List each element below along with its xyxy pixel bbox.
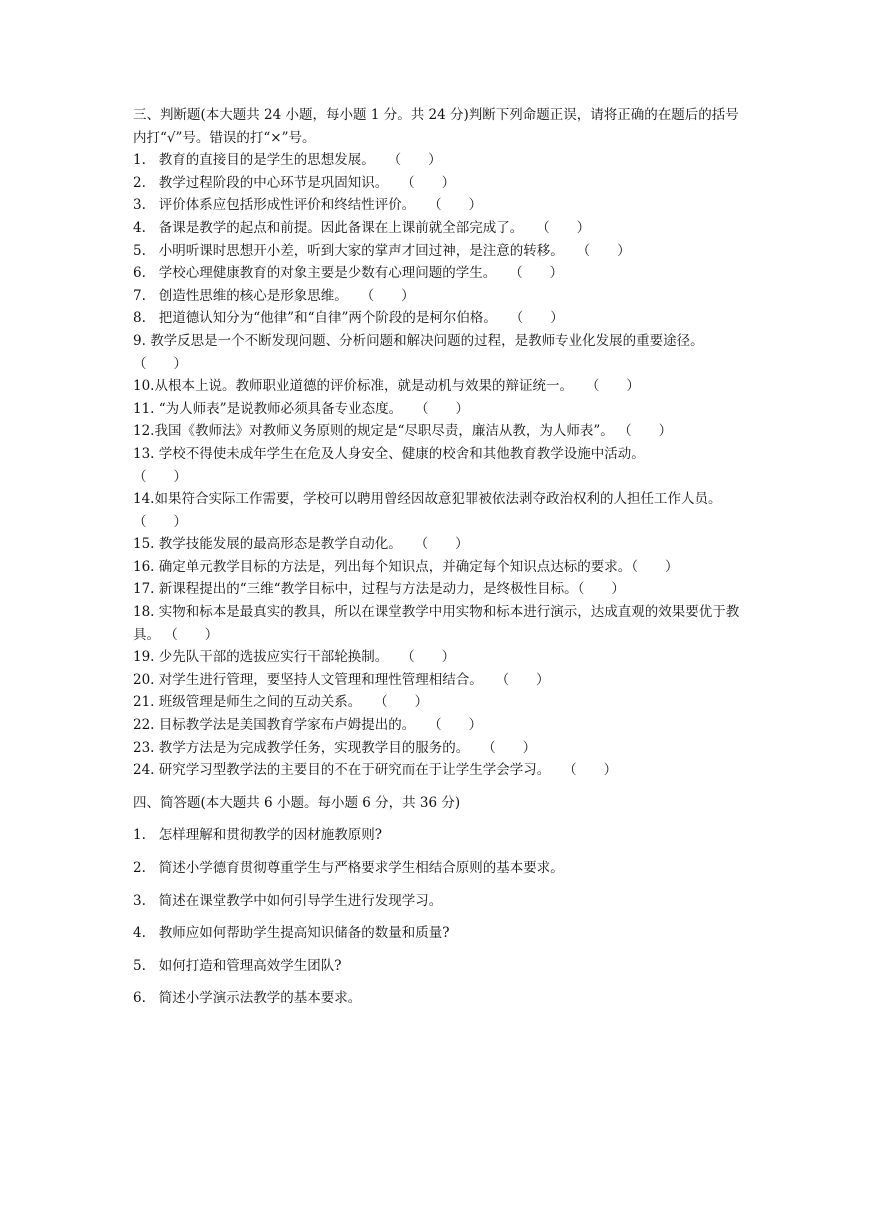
short-answer-item [133,922,743,945]
item-number: 1. [133,152,146,169]
judgement-item [133,646,743,669]
answer-blank: （ ） [585,378,640,395]
item-text: 新课程提出的“三维“教学目标中，过程与方法是动力，是终极性目标。 [158,581,578,598]
item-text: “为人师表”是说教师必须具备专业态度。 [158,400,403,417]
item-number: 19. [133,649,155,666]
answer-blank: （ ） [133,468,187,485]
judgement-item [133,172,743,195]
answer-blank: （ ） [509,310,564,327]
answer-blank: （ ） [577,581,625,598]
judgement-item [133,737,743,760]
item-text: 研究学习型教学法的主要目的不在于研究而在于让学生学会学习。 [158,762,551,779]
judgement-item [133,533,743,556]
judgement-item [133,578,743,601]
item-number: 13. [133,445,155,462]
short-answer-item [133,987,743,1010]
judgement-item [133,194,743,217]
item-number: 5. [133,242,146,259]
item-number: 7. [133,287,146,304]
item-text: 对学生进行管理，要坚持人文管理和理性管理相结合。 [158,671,483,688]
judgement-item [133,669,743,692]
answer-blank: （ ） [401,174,456,191]
item-text: 简述小学德育贯彻尊重学生与严格要求学生相结合原则的基本要求。 [158,860,564,876]
judgement-item [133,398,743,421]
answer-blank: （ ） [401,649,456,666]
item-text: 少先队干部的选拔应实行干部轮换制。 [158,649,389,666]
item-number: 24. [133,762,155,779]
answer-blank: （ ） [164,626,219,643]
item-number: 5. [133,957,146,974]
item-number: 21. [133,694,155,711]
item-number: 9. [133,332,146,349]
answer-blank: （ ） [482,739,537,756]
item-number: 15. [133,536,155,553]
item-number: 22. [133,717,155,734]
section3-title: 三、判断题(本大题共 24 小题，每小题 1 分。共 24 分)判断下列命题正误，请将正确的在题后的括号内打“√”号。错误的打“×”号。 [133,107,739,146]
item-text: 从根本上说。教师职业道德的评价标准，就是动机与效果的辩证统一。 [154,378,573,395]
answer-blank: （ ） [133,355,187,372]
item-number: 10. [133,378,155,395]
item-number: 3. [133,197,146,214]
answer-blank: （ ） [414,536,469,553]
answer-blank: （ ） [428,717,483,734]
answer-blank: （ ） [563,762,618,779]
answer-blank: （ ） [133,513,187,530]
judgement-item [133,443,743,488]
item-text: 备课是教学的起点和前提。因此备课在上课前就全部完成了。 [158,219,524,236]
judgement-item [133,285,743,308]
item-text: 简述小学演示法教学的基本要求。 [158,990,362,1007]
item-text: 学校不得使未成年学生在危及人身安全、健康的校舍和其他教育教学设施中活动。 [158,445,645,462]
item-number: 11. [133,400,155,417]
item-text: 小明听课时思想开小差，听到大家的掌声才回过神，是注意的转移。 [158,242,564,259]
judgement-item [133,601,743,646]
item-text: 评价体系应包括形成性评价和终结性评价。 [158,197,416,214]
section4-title: 四、简答题(本大题共 6 小题。每小题 6 分，共 36 分) [133,794,461,811]
item-text: 如何打造和管理高效学生团队? [158,957,342,974]
item-text: 我国《教师法》对教师义务原则的规定是“尽职尽责，廉洁从教，为人师表”。 [154,423,614,440]
item-number: 2. [133,174,146,191]
item-number: 17. [133,581,155,598]
item-number: 4. [133,925,146,942]
answer-blank: （ ） [360,287,415,304]
answer-blank: （ ） [576,242,631,259]
short-answer-item [133,824,743,847]
item-number: 1. [133,827,146,844]
judgement-item [133,375,743,398]
item-text: 创造性思维的核心是形象思维。 [158,287,348,304]
answer-blank: （ ） [618,423,673,440]
judgement-item [133,488,743,533]
item-text: 如果符合实际工作需要，学校可以聘用曾经因故意犯罪被依法剥夺政治权利的人担任工作人员。 [154,491,722,508]
item-text: 教育的直接目的是学生的思想发展。 [158,152,375,169]
judgement-item [133,714,743,737]
answer-blank: （ ） [414,400,469,417]
item-text: 实物和标本是最真实的教具，所以在课堂教学中用实物和标本进行演示，达成直观的效果要优于教具。 [133,604,740,643]
item-text: 目标教学法是美国教育学家布卢姆提出的。 [158,717,416,734]
item-text: 怎样理解和贯彻教学的因材施教原则? [158,827,383,844]
item-text: 教学技能发展的最高形态是教学自动化。 [158,536,402,553]
judgement-item [133,149,743,172]
item-text: 教学反思是一个不断发现问题、分析问题和解决问题的过程，是教师专业化发展的重要途径。 [150,332,704,349]
answer-blank: （ ） [495,671,550,688]
judgement-item [133,240,743,263]
judgement-item [133,217,743,240]
judgement-item [133,420,743,443]
exam-content [133,104,743,1010]
item-number: 3. [133,892,146,909]
item-number: 12. [133,423,155,440]
item-number: 6. [133,990,146,1007]
item-text: 确定单元教学目标的方法是，列出每个知识点，并确定每个知识点达标的要求。 [158,558,632,575]
judgement-item [133,556,743,579]
item-number: 16. [133,558,155,575]
item-number: 6. [133,265,146,282]
answer-blank: （ ） [631,558,679,575]
answer-blank: （ ） [387,152,442,169]
short-answer-item [133,857,743,880]
judgement-item [133,262,743,285]
short-answer-item [133,890,743,913]
item-text: 班级管理是师生之间的互动关系。 [158,694,362,711]
item-number: 23. [133,739,155,756]
item-text: 把道德认知分为“他律”和“自律”两个阶段的是柯尔伯格。 [158,310,497,327]
judgement-item [133,330,743,375]
item-text: 教学过程阶段的中心环节是巩固知识。 [158,174,389,191]
judgement-item [133,759,743,782]
item-number: 14. [133,491,155,508]
item-text: 简述在课堂教学中如何引导学生进行发现学习。 [158,892,443,909]
item-text: 学校心理健康教育的对象主要是少数有心理问题的学生。 [158,265,497,282]
judgement-item [133,691,743,714]
item-number: 2. [133,860,146,876]
item-number: 18. [133,604,155,621]
short-answer-item [133,955,743,978]
judgement-item [133,307,743,330]
item-number: 4. [133,219,146,236]
item-text: 教师应如何帮助学生提高知识储备的数量和质量? [158,925,450,942]
item-number: 8. [133,310,146,327]
answer-blank: （ ） [428,197,483,214]
answer-blank: （ ） [509,265,564,282]
item-text: 教学方法是为完成教学任务，实现教学目的服务的。 [158,739,470,756]
answer-blank: （ ） [536,219,591,236]
answer-blank: （ ） [374,694,429,711]
item-number: 20. [133,671,155,688]
